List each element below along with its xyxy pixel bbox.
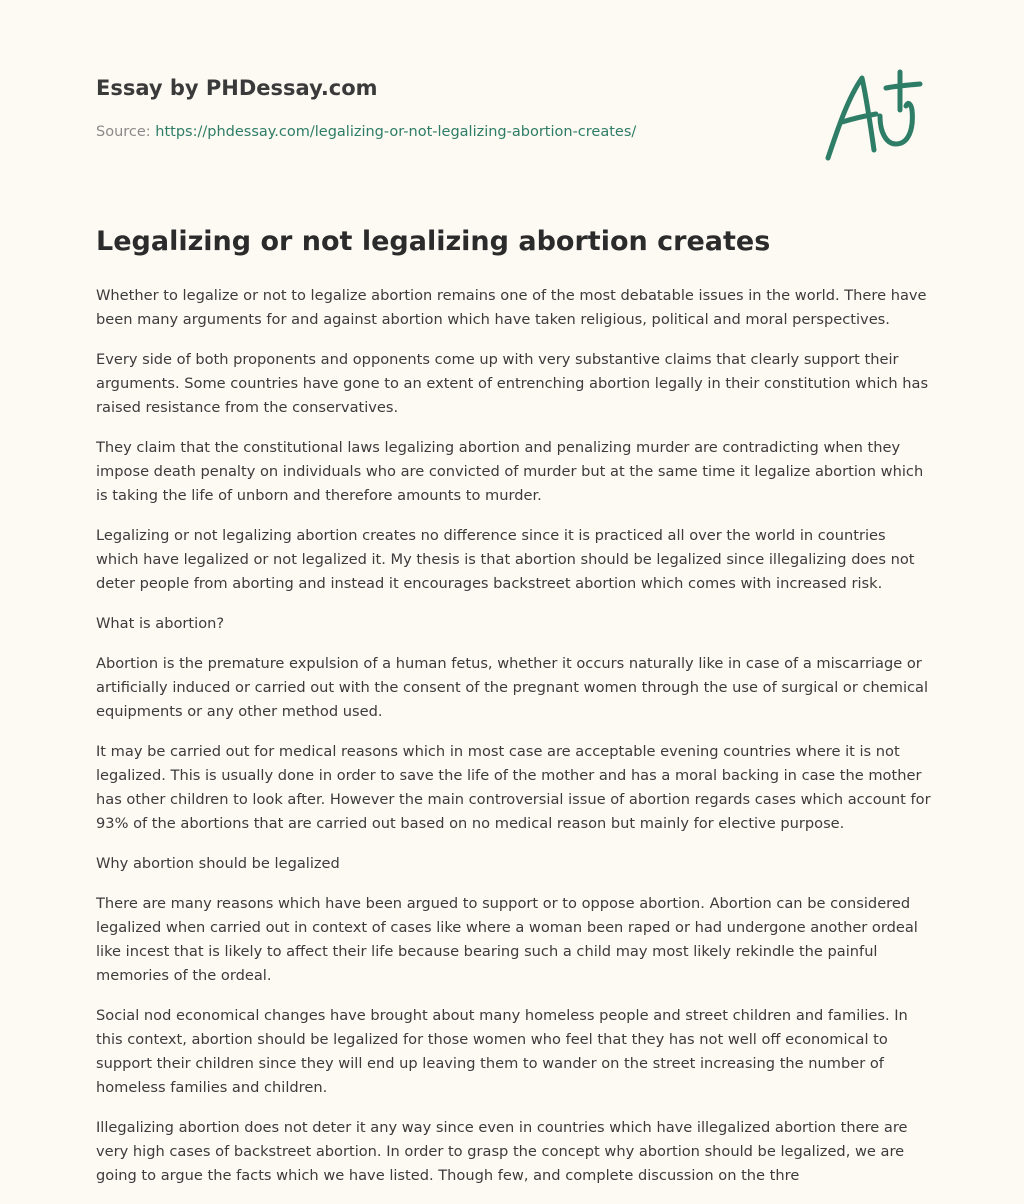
essay-paragraph: Illegalizing abortion does not deter it any way since even in countries which have illegalized abortion there are very high cases of backstreet abortion. In order to grasp the concept why abortion should be legalized, we are going to argue the facts which we have listed. Though few, and complete discussion on the thre <box>96 1119 908 1184</box>
essay-paragraph: There are many reasons which have been argued to support or to oppose abortion. Abortion can be considered legalized when carried out in context of cases like where a woman been raped or had undergone another ordeal like incest that is likely to affect their life because bearing such a child may most likely rekindle the painful memories of the ordeal. <box>96 895 918 984</box>
essay-paragraph: Legalizing or not legalizing abortion creates no difference since it is practiced all over the world in countries which have legalized or not legalized it. My thesis is that abortion should be legalized since illegalizing does not deter people from aborting and instead it encourages backstreet abortion which comes with increased risk. <box>96 527 915 592</box>
site-title: Essay by PHDessay.com <box>96 76 378 100</box>
essay-paragraph: They claim that the constitutional laws legalizing abortion and penalizing murder are contradicting when they impose death penalty on individuals who are convicted of murder but at the same time it legalize abortion which is taking the life of unborn and therefore amounts to murder. <box>96 439 924 504</box>
essay-title: Legalizing or not legalizing abortion creates <box>96 226 771 257</box>
essay-paragraph: Abortion is the premature expulsion of a human fetus, whether it occurs naturally like in case of a miscarriage or artificially induced or carried out with the consent of the pregnant women through the use of surgical or chemical equipments or any other method used. <box>96 655 929 720</box>
a-plus-grade-icon <box>822 66 926 166</box>
source-link[interactable]: https://phdessay.com/legalizing-or-not-legalizing-abortion-creates/ <box>155 124 637 140</box>
source-line <box>96 124 636 140</box>
essay-paragraph: It may be carried out for medical reasons which in most case are acceptable evening countries where it is not legalized. This is usually done in order to save the life of the mother and has a moral backing in case the mother has other children to look after. However the main controversial issue of abortion regards cases which account for 93% of the abortions that are carried out based on no medical reason but mainly for elective purpose. <box>96 743 931 832</box>
source-label: Source: <box>96 124 156 140</box>
essay-subheading: Why abortion should be legalized <box>96 855 340 872</box>
essay-body <box>96 284 931 1204</box>
essay-subheading: What is abortion? <box>96 615 225 632</box>
essay-paragraph: Every side of both proponents and opponents come up with very substantive claims that clearly support their arguments. Some countries have gone to an extent of entrenching abortion legally in their constitution which has raised resistance from the conservatives. <box>96 351 929 416</box>
essay-paragraph: Whether to legalize or not to legalize abortion remains one of the most debatable issues in the world. There have been many arguments for and against abortion which have taken religious, political and moral perspectives. <box>96 287 927 328</box>
essay-paragraph: Social nod economical changes have brought about many homeless people and street children and families. In this context, abortion should be legalized for those women who feel that they has not well off economical to support their children since they will end up leaving them to wander on the street increasing the number of homeless families and children. <box>96 1007 908 1096</box>
